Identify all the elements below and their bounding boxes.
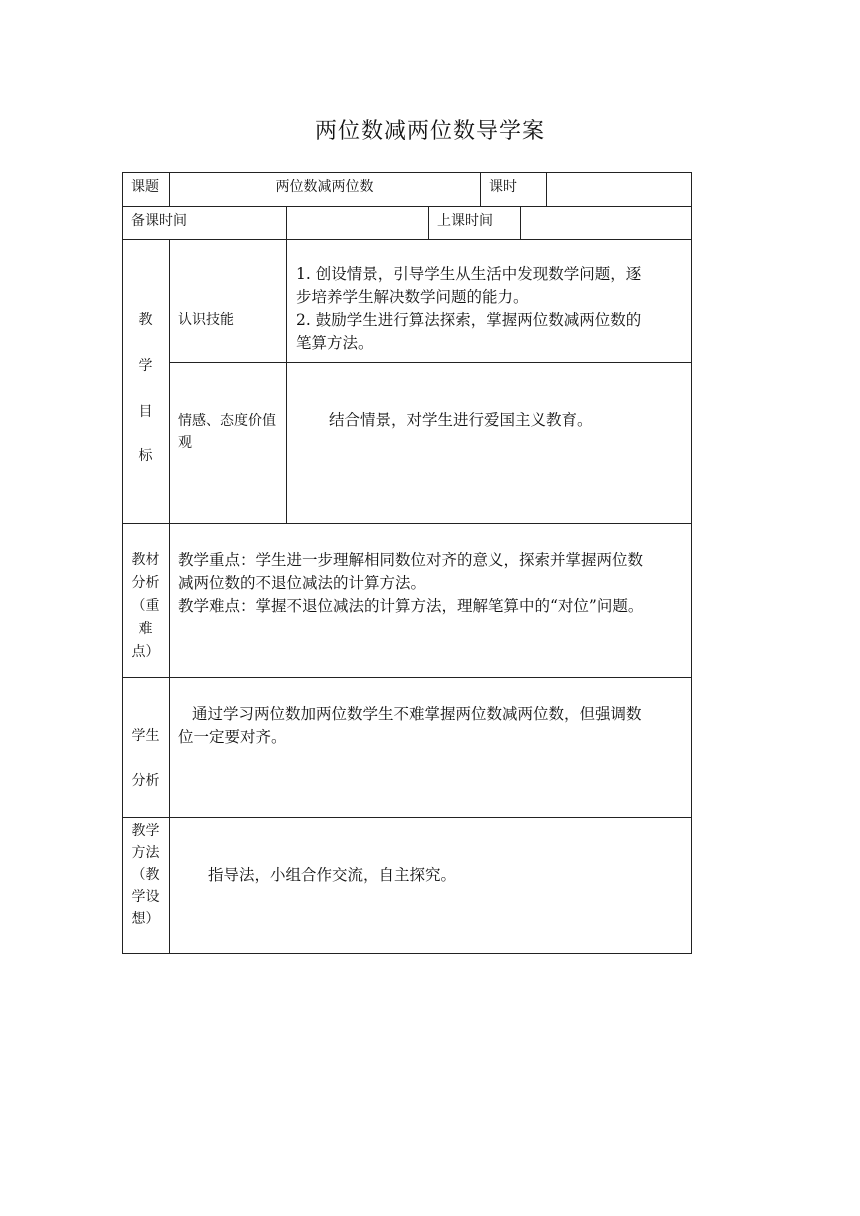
goals-label-char: 学	[138, 358, 153, 374]
material-line: 教学重点：学生进一步理解相同数位对齐的意义，探索并掌握两位数	[178, 551, 644, 569]
class-time-label: 上课时间	[437, 213, 493, 229]
method-text: 指导法，小组合作交流，自主探究。	[208, 866, 457, 884]
method-label-line: （教	[131, 867, 160, 883]
lesson-title: 两位数减两位数	[275, 179, 374, 195]
student-label-line: 学生	[131, 728, 160, 744]
material-label-line: 教材	[131, 552, 160, 568]
goals-label-char: 目	[138, 404, 153, 420]
method-label-line: 教学	[131, 823, 160, 839]
material-line: 减两位数的不退位减法的计算方法。	[178, 574, 427, 592]
skills-line: 笔算方法。	[296, 334, 374, 352]
goals-label-char: 标	[138, 448, 153, 464]
material-label-line: 难	[138, 621, 153, 637]
material-line: 教学难点：掌握不退位减法的计算方法，理解笔算中的“对位”问题。	[178, 597, 644, 615]
material-label-line: 分析	[131, 575, 160, 591]
skills-label: 认识技能	[178, 312, 234, 328]
material-label-line: （重	[131, 598, 160, 614]
student-line: 通过学习两位数加两位数学生不难掌握两位数减两位数，但强调数	[192, 705, 642, 723]
lesson-label: 课题	[131, 179, 159, 195]
goals-label-char: 教	[138, 312, 153, 328]
prep-time-label: 备课时间	[131, 213, 187, 229]
skills-line: 1. 创设情景，引导学生从生活中发现数学问题，逐	[296, 265, 642, 283]
student-label-line: 分析	[131, 773, 160, 789]
skills-line: 步培养学生解决数学问题的能力。	[296, 288, 529, 306]
method-label-line: 方法	[131, 845, 160, 861]
attitude-text: 结合情景，对学生进行爱国主义教育。	[329, 411, 593, 429]
student-line: 位一定要对齐。	[178, 728, 287, 746]
method-label-line: 想）	[131, 911, 160, 927]
skills-line: 2. 鼓励学生进行算法探索，掌握两位数减两位数的	[296, 311, 642, 329]
method-label-line: 学设	[131, 889, 160, 905]
attitude-label-line: 观	[178, 435, 192, 451]
hours-label: 课时	[489, 179, 517, 195]
material-label-line: 点）	[131, 644, 160, 660]
page-title: 两位数减两位数导学案	[314, 119, 545, 144]
attitude-label-line: 情感、态度价值	[178, 413, 276, 429]
